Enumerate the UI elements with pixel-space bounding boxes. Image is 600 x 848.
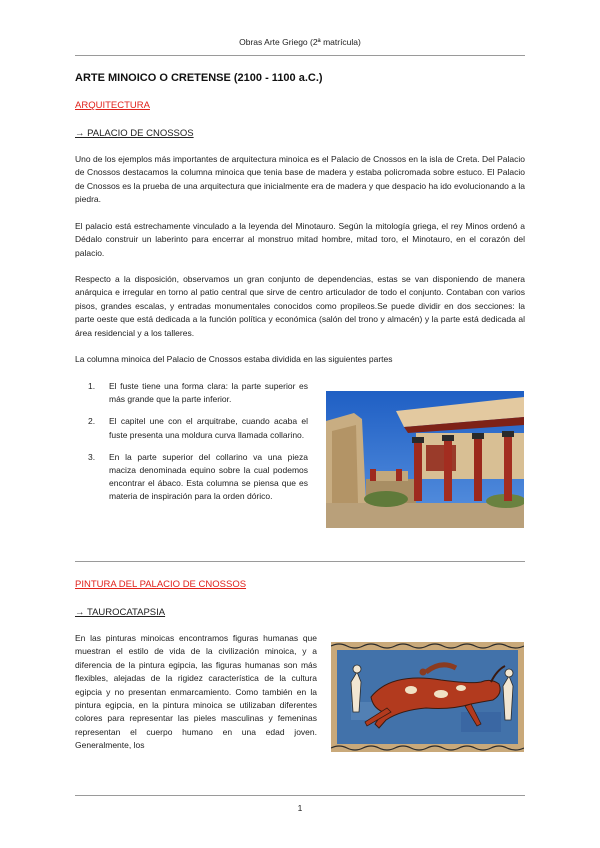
document-title: ARTE MINOICO O CRETENSE (2100 - 1100 a.C.) <box>75 72 323 84</box>
fresco-image <box>331 642 524 752</box>
list-text: El capitel une con el arquitrabe, cuando acaba el fuste presenta una moldura curva llamada collarino. <box>109 416 308 440</box>
bull-leaping-fresco <box>331 642 524 752</box>
list-number: 1. <box>88 381 96 391</box>
page-number: 1 <box>297 803 303 813</box>
list-number: 2. <box>88 416 96 427</box>
architecture-paragraph-1: Uno de los ejemplos más importantes de arquitectura minoica es el Palacio de Cnossos en la isla de Creta. Del Palacio de Cnossos destacamos la columna minoica que tenia base de madera y estaba policromada sobre estuco. El Palacio de Cnossos es la prueba de una arquitectura que inicialmente era de madera y que despacio ha ido evolucionando a la piedra. <box>75 154 525 205</box>
page-header: Obras Arte Griego (2ª matrícula) <box>239 37 361 47</box>
palace-image <box>326 391 524 528</box>
footer-rule <box>75 795 525 796</box>
list-number: 3. <box>88 451 96 462</box>
header-rule <box>75 55 525 56</box>
list-text: El fuste tiene una forma clara: la parte superior es más grande que la parte inferior. <box>109 381 308 405</box>
list-item <box>88 415 308 441</box>
list-text: En la parte superior del collarino va una pieza maciza denominada equino sobre la cual podemos encontrar el ábaco. Esta columna se piensa que es materia de inspiración para la orden dórico. <box>109 451 308 502</box>
list-item <box>88 451 308 504</box>
palace-subheading: → PALACIO DE CNOSSOS <box>75 128 194 139</box>
architecture-heading: ARQUITECTURA <box>75 100 150 111</box>
list-item <box>88 380 308 406</box>
painting-heading: PINTURA DEL PALACIO DE CNOSSOS <box>75 579 247 590</box>
architecture-paragraph-3: Respecto a la disposición, observamos un gran conjunto de dependencias, estas se van disponiendo de manera anárquica e irregular en torno al patio central que sirve de centro articulador de todo el conjunto. Contaban con varios pisos, grandes escalas, y entradas monumentales conocidos como propileos.Se puede dividir en dos secciones: la parte oeste que está dedicada a la función política y económica (salón del trono y almacén) y la parte está dedicada al área residencial y a los talleres. <box>75 274 525 338</box>
column-parts-list <box>88 380 308 513</box>
painting-paragraph: En las pinturas minoicas encontramos figuras humanas que muestran el estilo de vida de la civilización minoica, y a diferencia de la pintura egipcia, las figuras humanas son más flexibles, alejadas de la rigidez característica de la cultura egipcia y no presentan enmarcamiento. Como también en la pintura egipcia, en la pintura minoica se utilizaban diferentes colores para representar las pieles masculinas y femeninas representan el cuerpo humano en una edad joven. Generalmente, los <box>75 633 317 751</box>
section-rule <box>75 561 525 562</box>
palace-photo <box>326 391 524 528</box>
architecture-paragraph-2: El palacio está estrechamente vinculado a la leyenda del Minotauro. Según la mitología griega, el rey Minos ordenó a Dédalo construir un laberinto para encerrar al monstruo mitad hombre, mitad toro, el Minotauro, en el corazón del palacio. <box>75 221 525 258</box>
architecture-paragraph-4: La columna minoica del Palacio de Cnossos estaba dividida en las siguientes partes <box>75 354 393 364</box>
taurocatapsia-subheading: → TAUROCATAPSIA <box>75 607 166 618</box>
